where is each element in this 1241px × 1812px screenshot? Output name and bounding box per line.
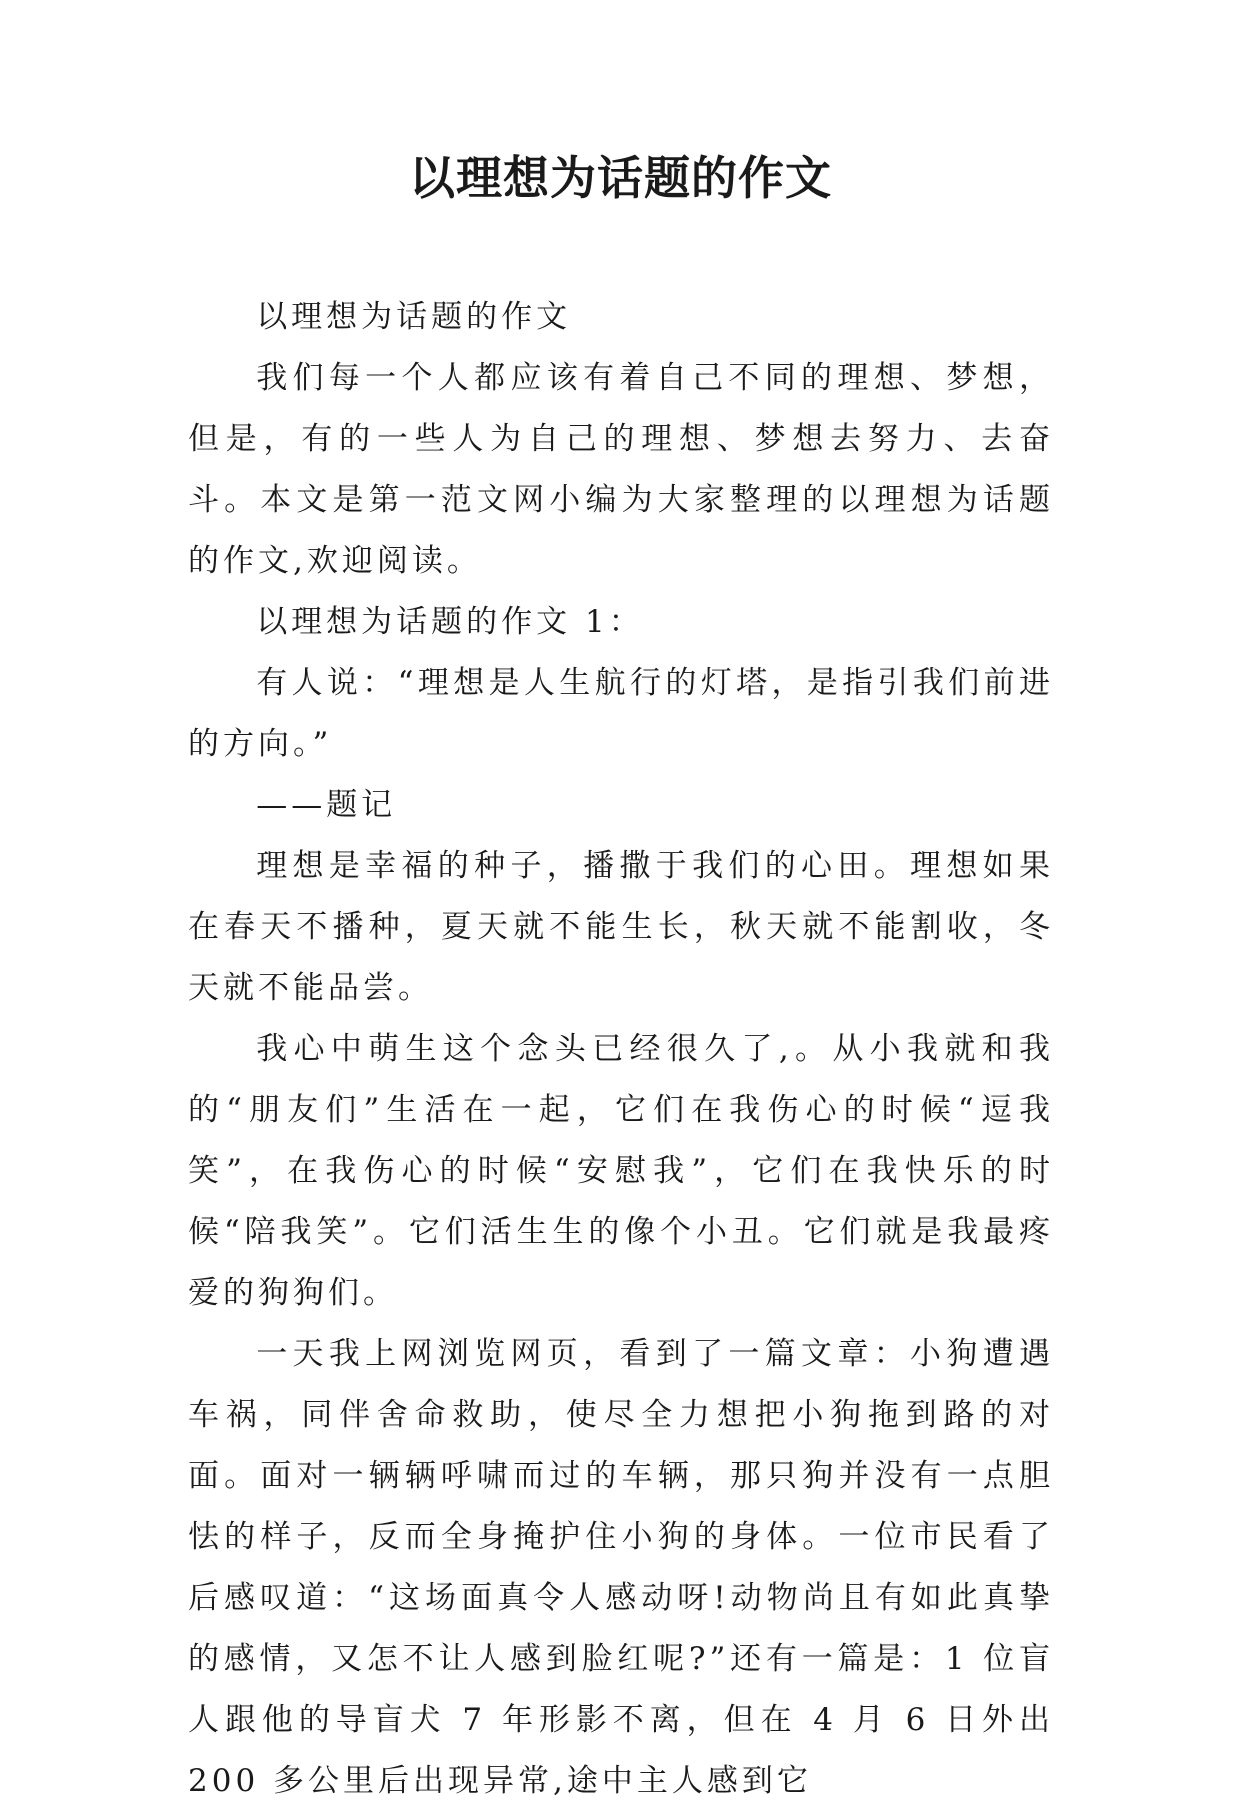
document-body	[188, 287, 1054, 1812]
paragraph-subtitle: 以理想为话题的作文	[256, 299, 572, 335]
paragraph-quote: 有人说：“理想是人生航行的灯塔，是指引我们前进的方向。”	[188, 665, 1054, 762]
paragraph-body-2: 我心中萌生这个念头已经很久了,。从小我就和我的“朋友们”生活在一起，它们在我伤心的时候“逗我笑”，在我伤心的时候“安慰我”，它们在我快乐的时候“陪我笑”。它们活生生的像个小丑。它们就是我最疼爱的狗狗们。	[188, 1031, 1054, 1311]
paragraph-essay-heading: 以理想为话题的作文 1：	[256, 604, 644, 640]
paragraph-intro: 我们每一个人都应该有着自己不同的理想、梦想，但是，有的一些人为自己的理想、梦想去努力、去奋斗。本文是第一范文网小编为大家整理的以理想为话题的作文,欢迎阅读。	[188, 360, 1054, 579]
paragraph-body-3: 一天我上网浏览网页，看到了一篇文章：小狗遭遇车祸，同伴舍命救助，使尽全力想把小狗拖到路的对面。面对一辆辆呼啸而过的车辆，那只狗并没有一点胆怯的样子，反而全身掩护住小狗的身体。一位市民看了后感叹道：“这场面真令人感动呀!动物尚且有如此真挚的感情，又怎不让人感到脸红呢?”还有一篇是：1 位盲人跟他的导盲犬 7 年形影不离，但在 4 月 6 日外出 200 多公里后出现异常,途中主人感到它	[188, 1336, 1054, 1799]
document-title: 以理想为话题的作文	[409, 151, 832, 205]
paragraph-body-1: 理想是幸福的种子，播撒于我们的心田。理想如果在春天不播种，夏天就不能生长，秋天就不能割收，冬天就不能品尝。	[188, 848, 1054, 1006]
paragraph-epigraph: ——题记	[256, 787, 397, 823]
